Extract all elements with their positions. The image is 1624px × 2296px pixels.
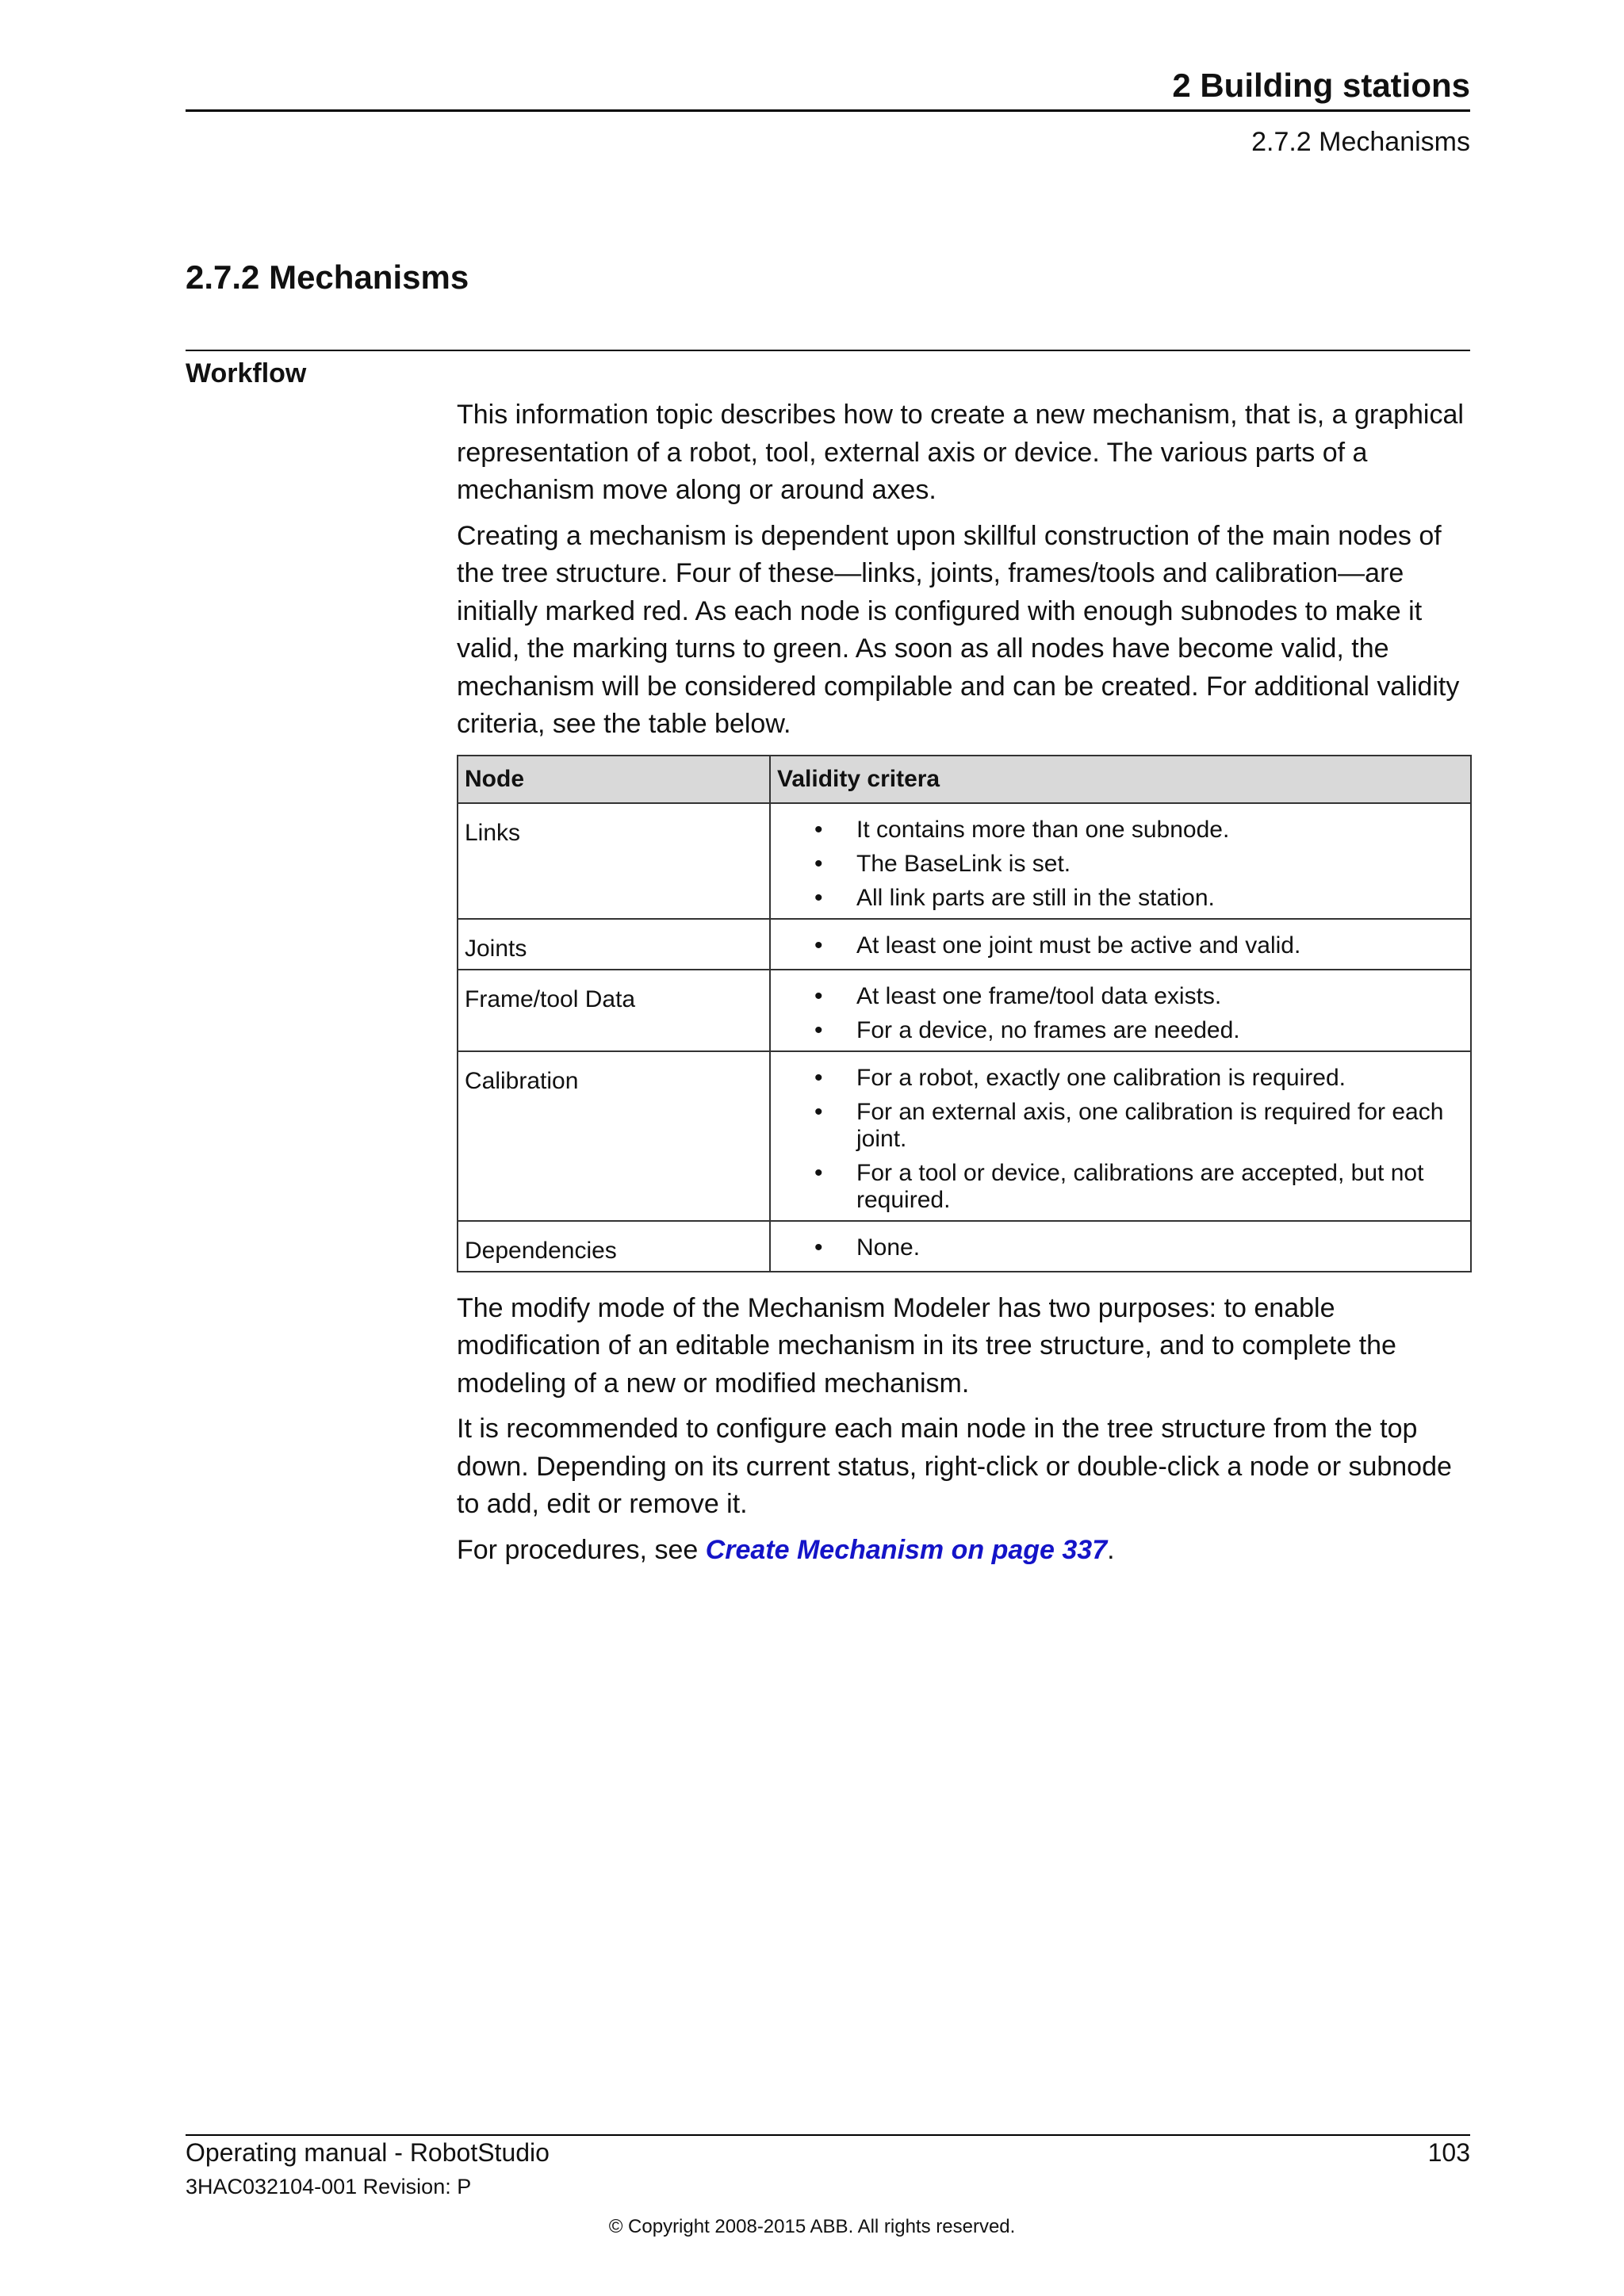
validity-table	[457, 755, 1472, 1272]
title-rule	[186, 350, 1470, 351]
criteria-cell	[770, 1221, 1471, 1272]
footer-manual-title: Operating manual - RobotStudio	[186, 2138, 550, 2167]
criteria-column-header: Validity critera	[770, 756, 1471, 803]
header-chapter-title: 2 Building stations	[1172, 67, 1470, 104]
criteria-cell	[770, 1051, 1471, 1221]
criterion-text: All link parts are still in the station.	[856, 884, 1215, 911]
list-item	[777, 1234, 1464, 1261]
intro-paragraph: This information topic describes how to create a new mechanism, that is, a graphical representation of a robot, tool, external axis or device. The various parts of a mechanism move along or around axes.	[457, 400, 1464, 505]
table-row	[458, 970, 1471, 1051]
node-cell: Links	[458, 803, 770, 919]
footer-document-id: 3HAC032104-001 Revision: P	[186, 2175, 472, 2198]
bullet-icon: •	[814, 884, 823, 911]
modify-mode-paragraph: The modify mode of the Mechanism Modeler has two purposes: to enable modification of an editable mechanism in its tree structure, and to complete the modeling of a new or modified mechanism.	[457, 1292, 1396, 1399]
bullet-icon: •	[814, 932, 823, 959]
criteria-list	[777, 932, 1464, 959]
body-content	[457, 396, 1472, 1577]
workflow-heading: Workflow	[186, 358, 307, 388]
table-row	[458, 803, 1471, 919]
criteria-list	[777, 817, 1464, 912]
node-column-header: Node	[458, 756, 770, 803]
criteria-cell	[770, 803, 1471, 919]
list-item	[777, 885, 1464, 912]
footer-rule	[186, 2134, 1470, 2136]
procedures-paragraph	[457, 1532, 1472, 1570]
list-item	[777, 851, 1464, 878]
criterion-text: For a robot, exactly one calibration is required.	[856, 1064, 1346, 1091]
list-item	[777, 983, 1464, 1010]
header-section-title: 2.7.2 Mechanisms	[1251, 127, 1470, 157]
node-cell: Frame/tool Data	[458, 970, 770, 1051]
footer-page-number: 103	[1427, 2138, 1470, 2167]
page-title: 2.7.2 Mechanisms	[186, 258, 469, 296]
bullet-icon: •	[814, 850, 823, 877]
criteria-cell	[770, 919, 1471, 970]
create-mechanism-link[interactable]: Create Mechanism on page 337	[705, 1534, 1108, 1565]
list-item	[777, 1160, 1464, 1214]
node-cell: Joints	[458, 919, 770, 970]
bullet-icon: •	[814, 1016, 823, 1043]
bullet-icon: •	[814, 1159, 823, 1186]
criteria-cell	[770, 970, 1471, 1051]
node-cell: Dependencies	[458, 1221, 770, 1272]
criterion-text: It contains more than one subnode.	[856, 816, 1230, 843]
recommendation-paragraph: It is recommended to configure each main node in the tree structure from the top down. Depending on its current status, right-click or double-click a node or subnode to add, edit or remove it.	[457, 1414, 1452, 1519]
criterion-text: For a tool or device, calibrations are accepted, but not required.	[856, 1159, 1424, 1213]
criteria-list	[777, 983, 1464, 1044]
list-item	[777, 1065, 1464, 1092]
bullet-icon: •	[814, 1064, 823, 1091]
header-rule	[186, 109, 1470, 112]
criterion-text: For an external axis, one calibration is required for each joint.	[856, 1098, 1444, 1152]
list-item	[777, 1017, 1464, 1044]
criteria-list	[777, 1065, 1464, 1214]
criterion-text: The BaseLink is set.	[856, 850, 1071, 877]
table-row	[458, 1221, 1471, 1272]
criterion-text: For a device, no frames are needed.	[856, 1016, 1240, 1043]
table-row	[458, 919, 1471, 970]
table-row	[458, 1051, 1471, 1221]
procedures-suffix: .	[1107, 1534, 1115, 1565]
validity-paragraph: Creating a mechanism is dependent upon skillful construction of the main nodes of the tree structure. Four of these—links, joints, frames/tools and calibration—are initially marked red. As each node is configured with enough subnodes to make it valid, the marking turns to green. As soon as all nodes have become valid, the mechanism will be considered compilable and can be created. For additional validity criteria, see the table below.	[457, 520, 1460, 739]
bullet-icon: •	[814, 816, 823, 843]
bullet-icon: •	[814, 1098, 823, 1125]
criterion-text: At least one joint must be active and valid.	[856, 932, 1301, 959]
list-item	[777, 1099, 1464, 1153]
list-item	[777, 932, 1464, 959]
procedures-prefix: For procedures, see	[457, 1534, 706, 1565]
table-header-row	[458, 756, 1471, 803]
footer-copyright: © Copyright 2008-2015 ABB. All rights reserved.	[608, 2216, 1016, 2237]
node-cell: Calibration	[458, 1051, 770, 1221]
bullet-icon: •	[814, 982, 823, 1009]
list-item	[777, 817, 1464, 844]
bullet-icon: •	[814, 1234, 823, 1261]
criterion-text: At least one frame/tool data exists.	[856, 982, 1222, 1009]
criteria-list	[777, 1234, 1464, 1261]
criterion-text: None.	[856, 1234, 921, 1261]
